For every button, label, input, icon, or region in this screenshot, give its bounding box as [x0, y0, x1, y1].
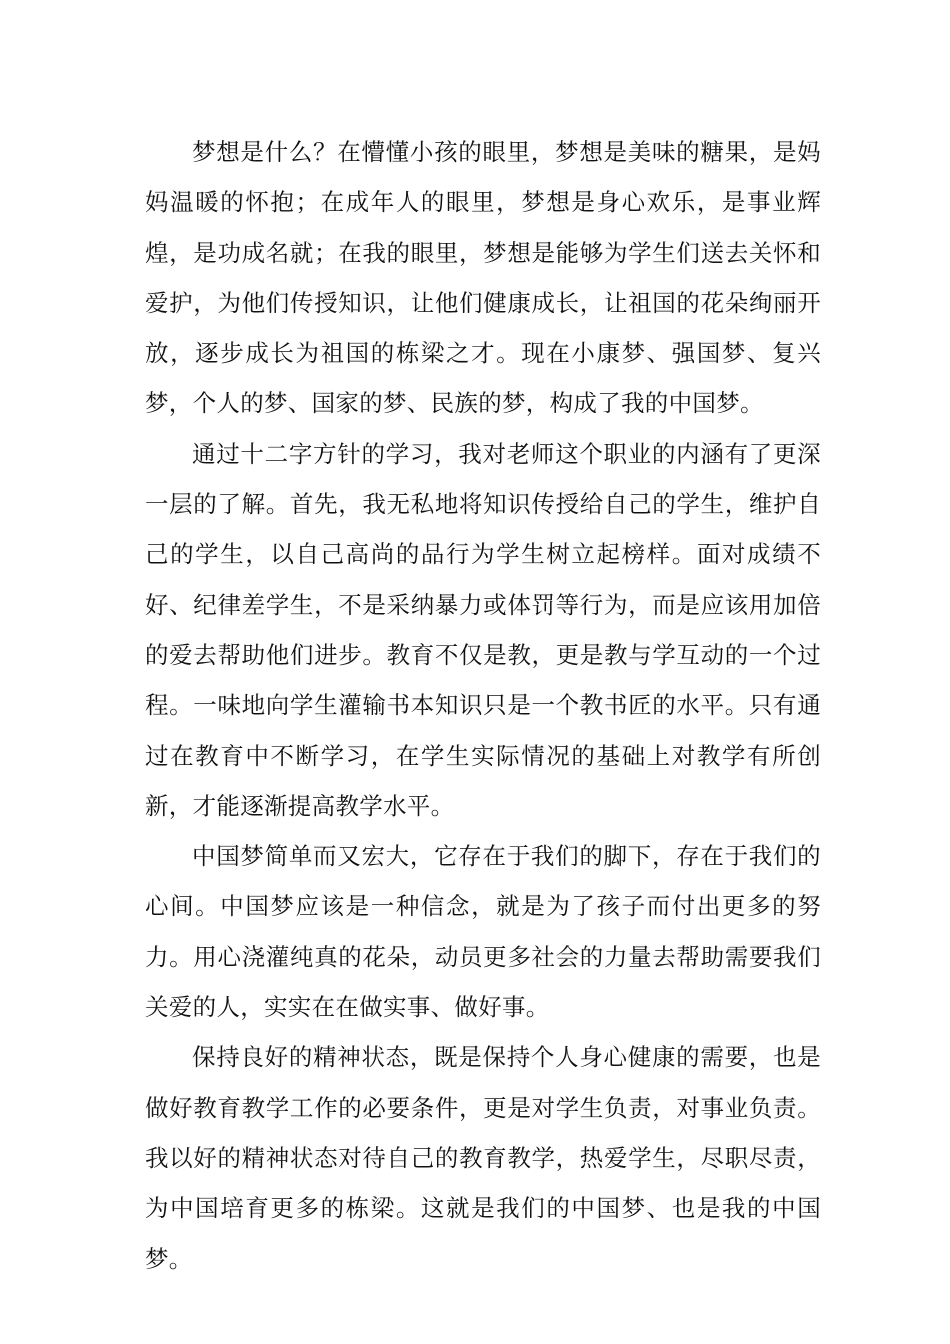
paragraph-3: 中国梦简单而又宏大，它存在于我们的脚下，存在于我们的心间。中国梦应该是一种信念，就是为了孩子而付出更多的努力。用心浇灌纯真的花朵，动员更多社会的力量去帮助需要我们关爱的人，实实在在做实事、做好事。 — [145, 842, 821, 1022]
document-body — [145, 127, 821, 1284]
paragraph-2: 通过十二字方针的学习，我对老师这个职业的内涵有了更深一层的了解。首先，我无私地将知识传授给自己的学生，维护自己的学生，以自己高尚的品行为学生树立起榜样。面对成绩不好、纪律差学生，不是采纳暴力或体罚等行为，而是应该用加倍的爱去帮助他们进步。教育不仅是教，更是教与学互动的一个过程。一味地向学生灌输书本知识只是一个教书匠的水平。只有通过在教育中不断学习，在学生实际情况的基础上对教学有所创新，才能逐渐提高教学水平。 — [145, 439, 821, 820]
paragraph-4: 保持良好的精神状态，既是保持个人身心健康的需要，也是做好教育教学工作的必要条件，更是对学生负责，对事业负责。我以好的精神状态对待自己的教育教学，热爱学生，尽职尽责，为中国培育更多的栋梁。这就是我们的中国梦、也是我的中国梦。 — [145, 1043, 821, 1273]
paragraph-1: 梦想是什么？在懵懂小孩的眼里，梦想是美味的糖果，是妈妈温暖的怀抱；在成年人的眼里，梦想是身心欢乐，是事业辉煌，是功成名就；在我的眼里，梦想是能够为学生们送去关怀和爱护，为他们传授知识，让他们健康成长，让祖国的花朵绚丽开放，逐步成长为祖国的栋梁之才。现在小康梦、强国梦、复兴梦，个人的梦、国家的梦、民族的梦，构成了我的中国梦。 — [145, 138, 821, 418]
